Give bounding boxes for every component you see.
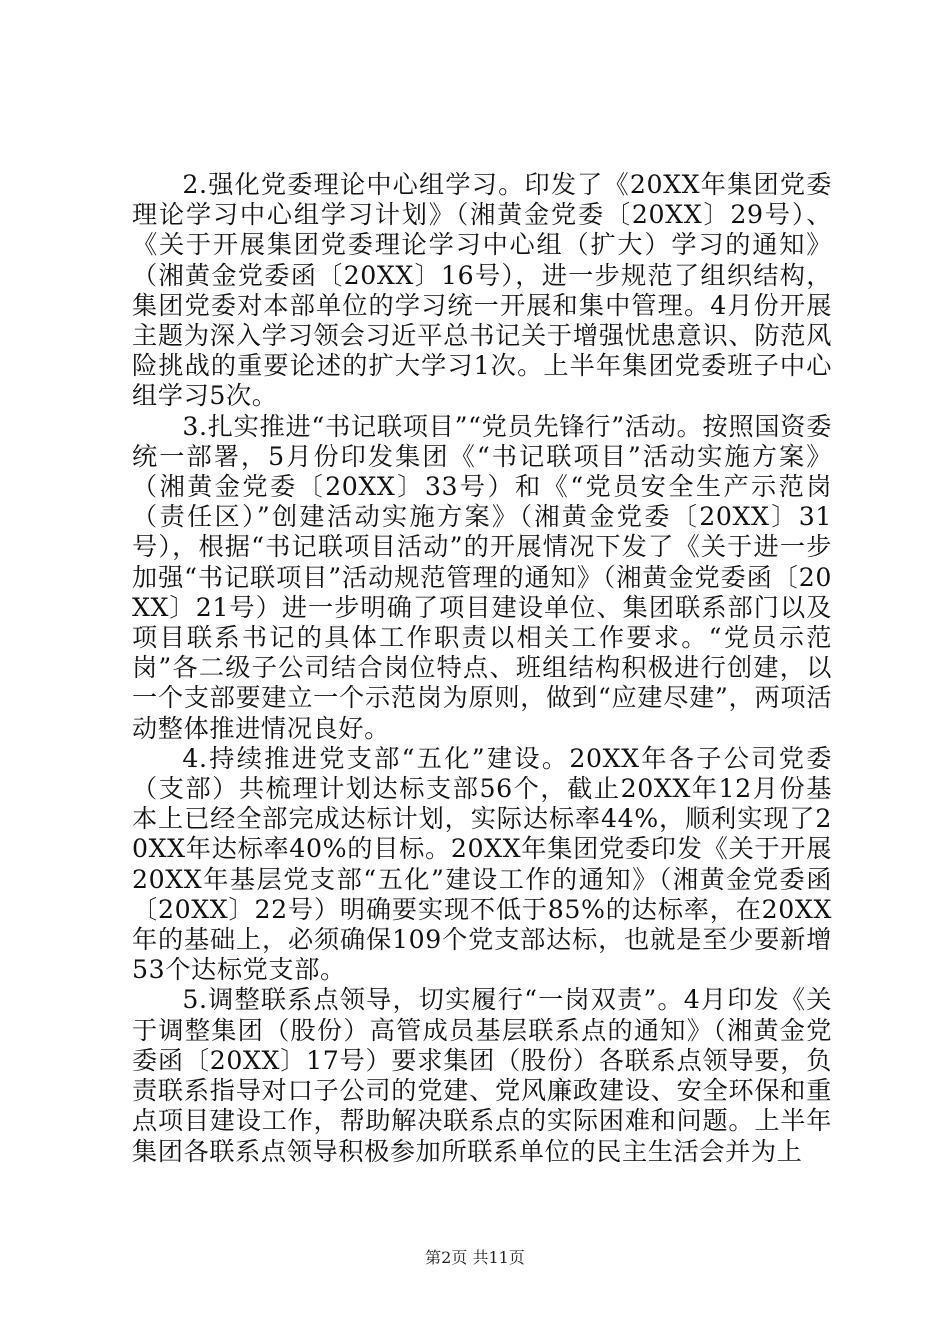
page-footer: 第2页 共11页	[425, 1248, 525, 1267]
paragraph-secretary-project: 3.扎实推进“书记联项目”“党员先锋行”活动。按照国资委统一部署，5月份印发集团《“书记联项目”活动实施方案》（湘黄金党委〔20XX〕33号）和《“党员安全生产示范岗（责任区）”创建活动实施方案》（湘黄金党委〔20XX〕31号），根据“书记联项目活动”的开展情况下发了《关于进一步加强“书记联项目”活动规范管理的通知》（湘黄金党委函〔20XX〕21号）进一步明确了项目建设单位、集团联系部门以及项目联系书记的具体工作职责以相关工作要求。“党员示范岗”各二级子公司结合岗位特点、班组结构积极进行创建，以一个支部要建立一个示范岗为原则，做到“应建尽建”，两项活动整体推进情况良好。	[132, 411, 832, 743]
paragraph-five-standards: 4.持续推进党支部“五化”建设。20XX年各子公司党委（支部）共梳理计划达标支部56个，截止20XX年12月份基本上已经全部完成达标计划，实际达标率44%，顺利实现了20XX年达标率40%的目标。20XX年集团党委印发《关于开展20XX年基层党支部“五化”建设工作的通知》（湘黄金党委函〔20XX〕22号）明确要实现不低于85%的达标率，在20XX年的基础上，必须确保109个党支部达标，也就是至少要新增53个达标党支部。	[132, 743, 832, 985]
paragraph-liaison-leaders: 5.调整联系点领导，切实履行“一岗双责”。4月印发《关于调整集团（股份）高管成员基层联系点的通知》（湘黄金党委函〔20XX〕17号）要求集团（股份）各联系点领导要，负责联系指导对口子公司的党建、党风廉政建设、安全环保和重点项目建设工作，帮助解决联系点的实际困难和问题。上半年集团各联系点领导积极参加所联系单位的民主生活会并为上	[132, 985, 832, 1166]
paragraph-theory-study: 2.强化党委理论中心组学习。印发了《20XX年集团党委理论学习中心组学习计划》（湘黄金党委〔20XX〕29号）、《关于开展集团党委理论学习中心组（扩大）学习的通知》（湘黄金党委函〔20XX〕16号），进一步规范了组织结构，集团党委对本部单位的学习统一开展和集中管理。4月份开展主题为深入学习领会习近平总书记关于增强忧患意识、防范风险挑战的重要论述的扩大学习1次。上半年集团党委班子中心组学习5次。	[132, 170, 832, 411]
document-body	[132, 170, 832, 1167]
